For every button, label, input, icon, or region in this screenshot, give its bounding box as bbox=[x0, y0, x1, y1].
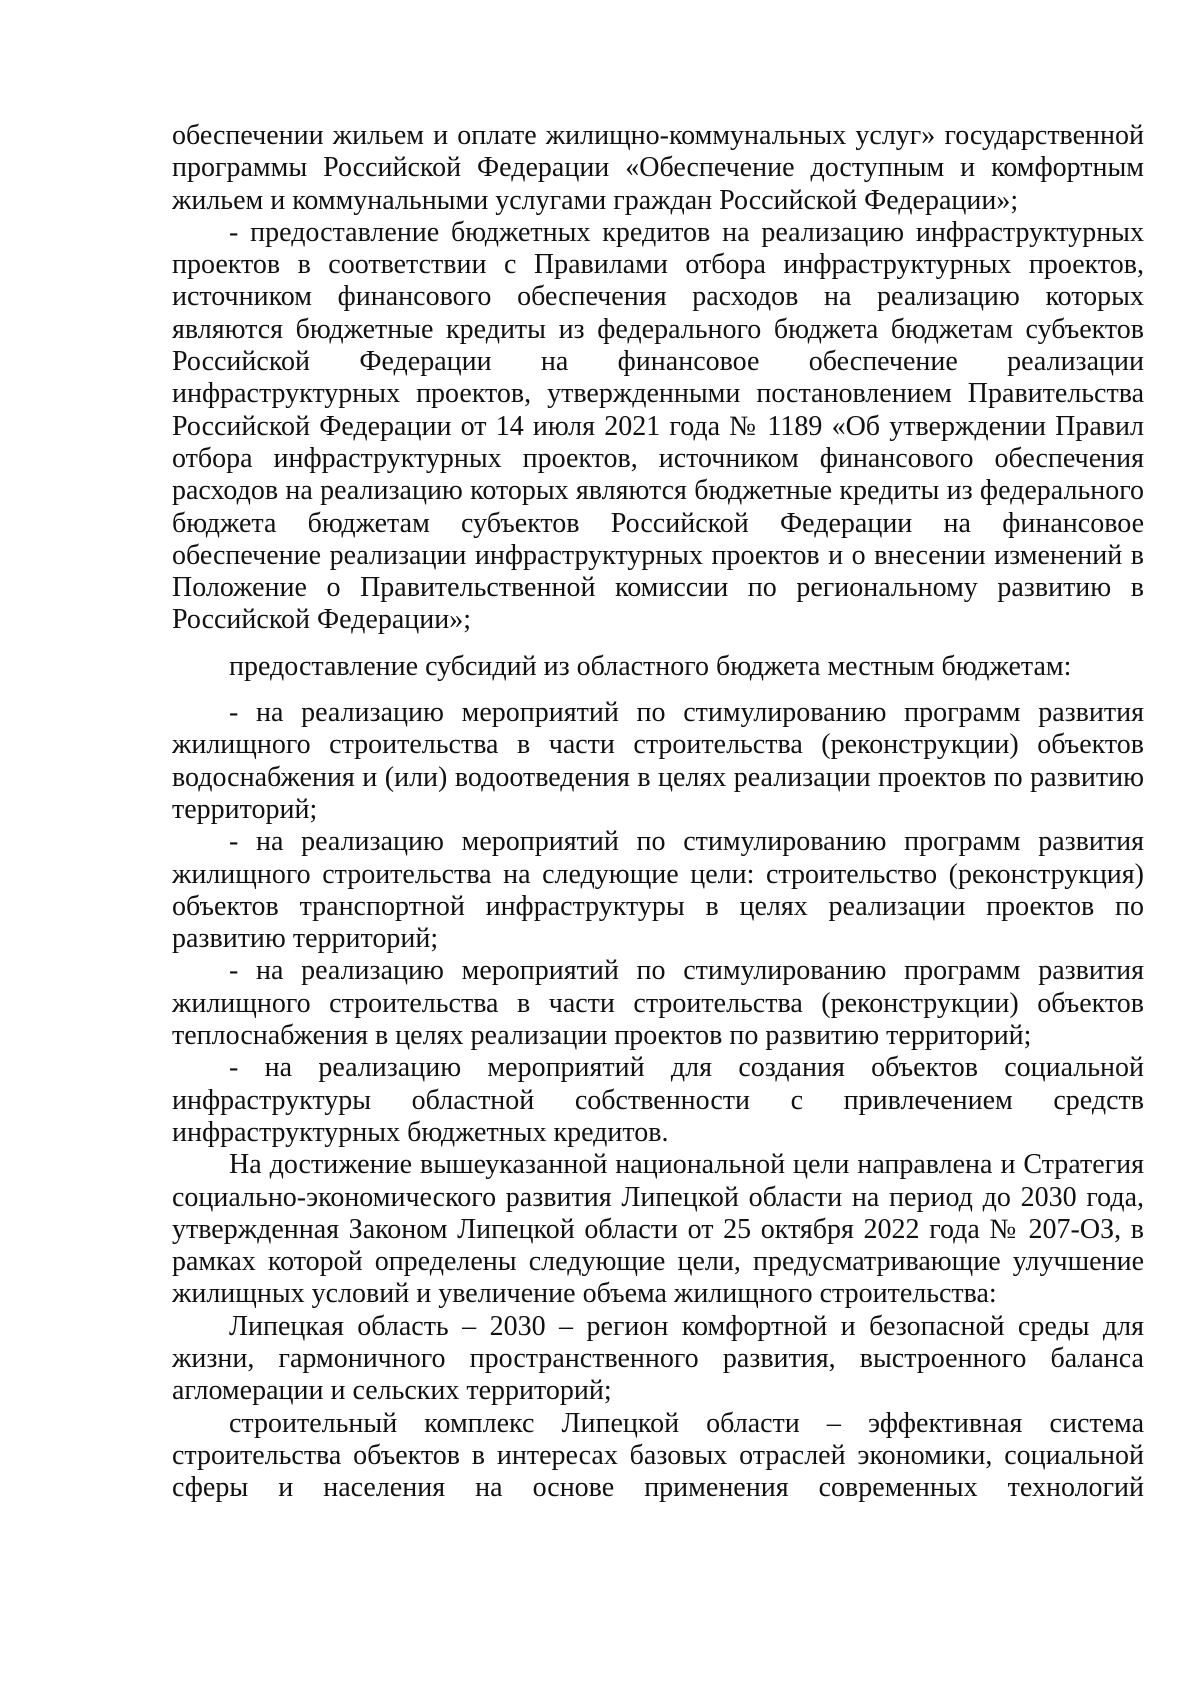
paragraph-heat-supply: - на реализацию мероприятий по стимулированию программ развития жилищного строительства в части строительства (реконструкции) объектов теплоснабжения в целях реализации проектов по развитию территорий; bbox=[172, 955, 1144, 1052]
paragraph-budget-credits: - предоставление бюджетных кредитов на реализацию инфраструктурных проектов в соответствии с Правилами отбора инфраструктурных проектов, источником финансового обеспечения расходов на реализацию которых являются бюджетные кредиты из федерального бюджета бюджетам субъектов Российской Федерации на финансовое обеспечение реализации инфраструктурных проектов, утвержденными постановлением Правительства Российской Федерации от 14 июля 2021 года № 1189 «Об утверждении Правил отбора инфраструктурных проектов, источником финансового обеспечения расходов на реализацию которых являются бюджетные кредиты из федерального бюджета бюджетам субъектов Российской Федерации на финансовое обеспечение реализации инфраструктурных проектов и о внесении изменений в Положение о Правительственной комиссии по региональному развитию в Российской Федерации»; bbox=[172, 216, 1144, 636]
paragraph-construction-complex: строительный комплекс Липецкой области – эффективная система строительства объектов в интересах базовых отраслей экономики, социальной сферы и населения на основе применения современных технологий bbox=[172, 1407, 1144, 1504]
paragraph-strategy: На достижение вышеуказанной национальной цели направлена и Стратегия социально-экономического развития Липецкой области на период до 2030 года, утвержденная Законом Липецкой области от 25 октября 2022 года № 207-ОЗ, в рамках которой определены следующие цели, предусматривающие улучшение жилищных условий и увеличение объема жилищного строительства: bbox=[172, 1149, 1144, 1310]
paragraph-subsidies-intro: предоставление субсидий из областного бюджета местным бюджетам: bbox=[229, 650, 1072, 682]
document-page bbox=[172, 120, 1144, 1504]
paragraph-region-goal: Липецкая область – 2030 – регион комфортной и безопасной среды для жизни, гармоничного пространственного развития, выстроенного баланса агломерации и сельских территорий; bbox=[172, 1310, 1144, 1407]
paragraph-housing-program: обеспечении жильем и оплате жилищно-коммунальных услуг» государственной программы Российской Федерации «Обеспечение доступным и комфортным жильем и коммунальными услугами граждан Российской Федерации»; bbox=[172, 120, 1144, 216]
paragraph-water-supply: - на реализацию мероприятий по стимулированию программ развития жилищного строительства в части строительства (реконструкции) объектов водоснабжения и (или) водоотведения в целях реализации проектов по развитию территорий; bbox=[172, 697, 1144, 825]
paragraph-transport-infrastructure: - на реализацию мероприятий по стимулированию программ развития жилищного строительства на следующие цели: строительство (реконструкция) объектов транспортной инфраструктуры в целях реализации проектов по развитию территорий; bbox=[172, 826, 1144, 955]
paragraph-social-infrastructure: - на реализацию мероприятий для создания объектов социальной инфраструктуры областной собственности с привлечением средств инфраструктурных бюджетных кредитов. bbox=[172, 1052, 1144, 1148]
